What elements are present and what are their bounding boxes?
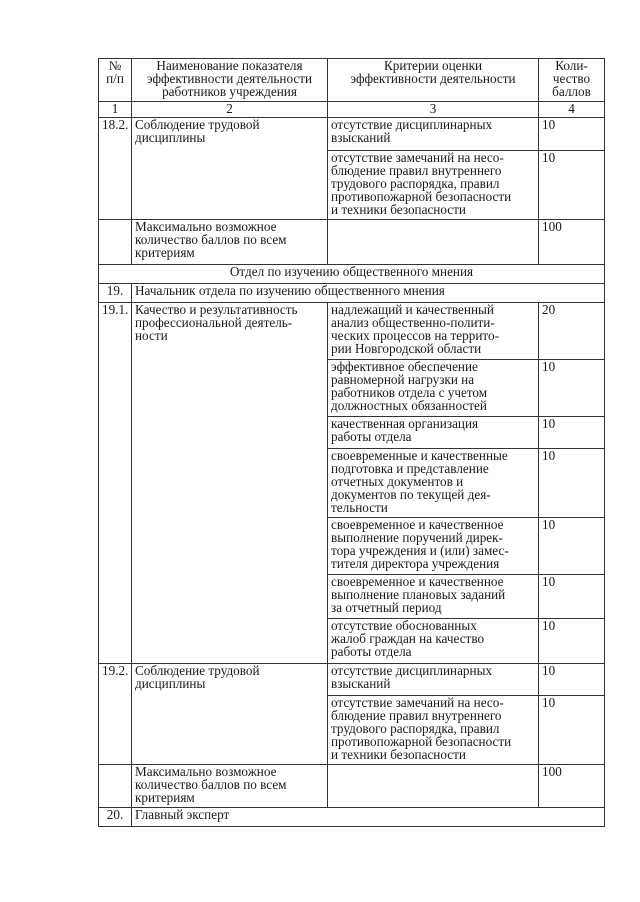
criterion-cell: отсутствие дисциплинарных взысканий (328, 664, 539, 696)
position-row (99, 284, 605, 303)
points-cell: 10 (539, 696, 605, 765)
table-row (99, 303, 605, 360)
criterion-cell (328, 220, 539, 265)
criterion-cell: отсутствие обоснованных жалоб граждан на качество работы отдела (328, 619, 539, 664)
max-points-label: Максимально возможное количество баллов по всем критериям (132, 765, 328, 808)
criterion-cell: качественная организация работы отдела (328, 417, 539, 449)
criterion-cell: своевременные и качественные подготовка и представление отчетных документов и документов по текущей дея- тельности (328, 449, 539, 518)
section-row (99, 265, 605, 284)
row-number (99, 220, 132, 265)
header-indicator: Наименование показателя эффективности деятельности работников учреждения (132, 59, 328, 102)
row-number: 20. (99, 808, 132, 827)
criterion-cell: отсутствие дисциплинарных взысканий (328, 118, 539, 151)
row-number: 19.2. (99, 664, 132, 765)
criteria-table (98, 58, 605, 827)
points-cell: 10 (539, 151, 605, 220)
criterion-cell: отсутствие замечаний на несо- блюдение правил внутреннего трудового распорядка, правил противопожарной безопасности и техники безопасности (328, 151, 539, 220)
points-cell: 10 (539, 449, 605, 518)
position-row (99, 808, 605, 827)
position-title: Начальник отдела по изучению общественного мнения (132, 284, 605, 303)
max-points-value: 100 (539, 220, 605, 265)
indicator-cell: Соблюдение трудовой дисциплины (132, 118, 328, 220)
header-criteria: Критерии оценки эффективности деятельности (328, 59, 539, 102)
max-points-value: 100 (539, 765, 605, 808)
points-cell: 10 (539, 360, 605, 417)
points-cell: 10 (539, 118, 605, 151)
points-cell: 20 (539, 303, 605, 360)
points-cell: 10 (539, 619, 605, 664)
column-number: 2 (132, 102, 328, 118)
table-row (99, 765, 605, 808)
criterion-cell: своевременное и качественное выполнение плановых заданий за отчетный период (328, 575, 539, 619)
header-no: № п/п (99, 59, 132, 102)
row-number: 19.1. (99, 303, 132, 664)
criterion-cell: эффективное обеспечение равномерной нагрузки на работников отдела с учетом должностных обязанностей (328, 360, 539, 417)
criterion-cell (328, 765, 539, 808)
criterion-cell: отсутствие замечаний на несо- блюдение правил внутреннего трудового распорядка, правил противопожарной безопасности и техники безопасности (328, 696, 539, 765)
column-number: 4 (539, 102, 605, 118)
column-number: 3 (328, 102, 539, 118)
section-title: Отдел по изучению общественного мнения (99, 265, 605, 284)
column-number-row (99, 102, 605, 118)
points-cell: 10 (539, 518, 605, 575)
max-points-label: Максимально возможное количество баллов по всем критериям (132, 220, 328, 265)
header-row (99, 59, 605, 102)
header-points: Коли- чество баллов (539, 59, 605, 102)
table-row (99, 118, 605, 151)
points-cell: 10 (539, 575, 605, 619)
row-number: 18.2. (99, 118, 132, 220)
points-cell: 10 (539, 664, 605, 696)
row-number (99, 765, 132, 808)
indicator-cell: Качество и результативность профессиональной деятель- ности (132, 303, 328, 664)
column-number: 1 (99, 102, 132, 118)
row-number: 19. (99, 284, 132, 303)
indicator-cell: Соблюдение трудовой дисциплины (132, 664, 328, 765)
criterion-cell: надлежащий и качественный анализ общественно-полити- ческих процессов на террито- рии Новгородской области (328, 303, 539, 360)
points-cell: 10 (539, 417, 605, 449)
table-row (99, 220, 605, 265)
table-row (99, 664, 605, 696)
position-title: Главный эксперт (132, 808, 605, 827)
criterion-cell: своевременное и качественное выполнение поручений дирек- тора учреждения и (или) замес- тителя директора учреждения (328, 518, 539, 575)
